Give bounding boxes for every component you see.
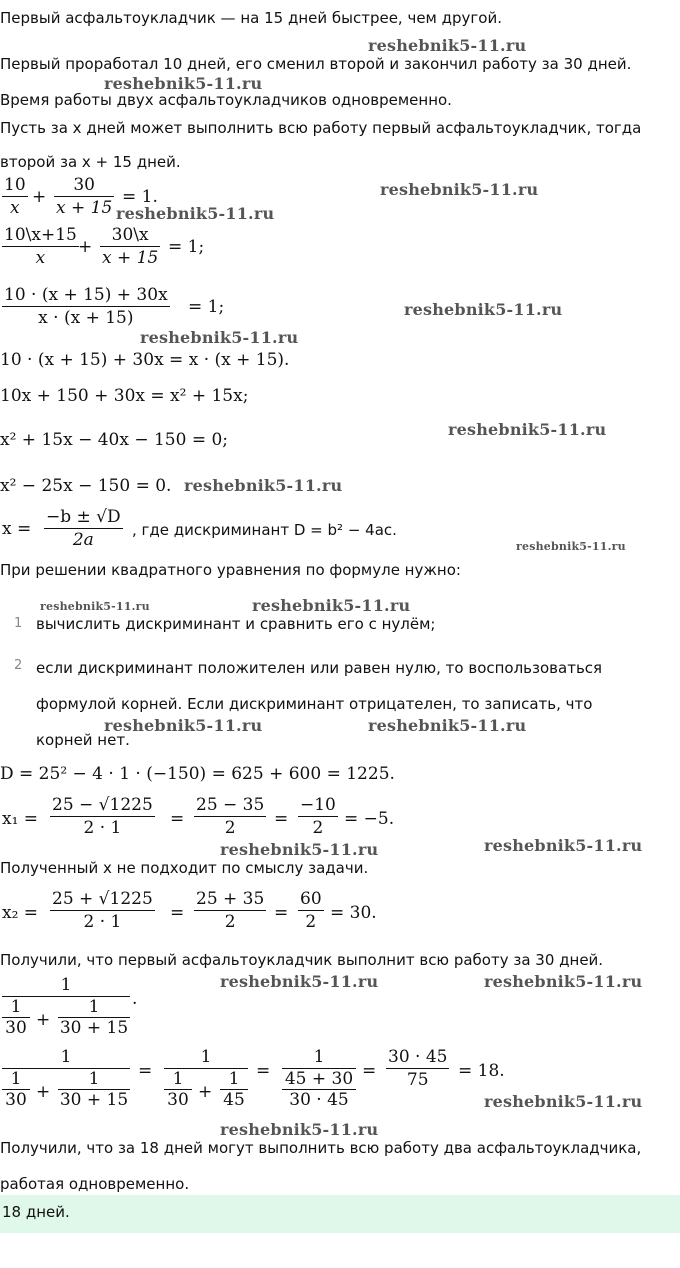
watermark: reshebnik5-11.ru bbox=[380, 180, 539, 199]
watermark: reshebnik5-11.ru bbox=[184, 476, 343, 495]
f5-rhs: = 18. bbox=[458, 1061, 505, 1081]
rule-line: При решении квадратного уравнения по формуле нужно: bbox=[0, 561, 461, 579]
eq6: x² + 15x − 40x − 150 = 0; bbox=[0, 430, 229, 450]
x2-frac-1: 25 + √1225 2 · 1 bbox=[52, 889, 153, 932]
x2-lhs: x₂ = bbox=[2, 903, 39, 923]
condition-line-1: Первый асфальтоукладчик — на 15 дней быстрее, чем другой. bbox=[0, 9, 502, 27]
joint-frac-4: 1 45 + 30 30 · 45 bbox=[282, 1046, 356, 1121]
question-line: Время работы двух асфальтоукладчиков одновременно. bbox=[0, 91, 452, 109]
eq8-text: , где дискриминант D = b² − 4ac. bbox=[132, 521, 397, 539]
x2-frac-2: 25 + 35 2 bbox=[196, 889, 265, 932]
x2-rhs: = 30. bbox=[330, 903, 377, 923]
watermark: reshebnik5-11.ru bbox=[404, 300, 563, 319]
eq4: 10 · (x + 15) + 30x = x · (x + 15). bbox=[0, 350, 290, 370]
eq8-lhs: x = bbox=[2, 519, 32, 539]
watermark: reshebnik5-11.ru bbox=[40, 600, 150, 613]
watermark: reshebnik5-11.ru bbox=[104, 74, 263, 93]
x1-frac-1: 25 − √1225 2 · 1 bbox=[52, 795, 153, 838]
watermark: reshebnik5-11.ru bbox=[220, 1120, 379, 1139]
eq1-rhs: = 1. bbox=[122, 187, 158, 207]
step-2-number: 2 bbox=[14, 658, 23, 673]
watermark: reshebnik5-11.ru bbox=[252, 596, 411, 615]
result-line-1: Получили, что первый асфальтоукладчик выполнит всю работу за 30 дней. bbox=[0, 951, 604, 969]
step-1-number: 1 bbox=[14, 616, 23, 631]
watermark: reshebnik5-11.ru bbox=[220, 972, 379, 991]
watermark: reshebnik5-11.ru bbox=[140, 328, 299, 347]
equals: = bbox=[274, 809, 289, 829]
equals: = bbox=[138, 1061, 153, 1081]
eq2-rhs: = 1; bbox=[168, 237, 205, 257]
plus: + bbox=[32, 187, 47, 207]
x1-frac-2: 25 − 35 2 bbox=[196, 795, 265, 838]
equals: = bbox=[170, 903, 185, 923]
joint-frac-3: 1 1 30 + 1 45 bbox=[164, 1046, 248, 1121]
eq3-frac: 10 · (x + 15) + 30x x · (x + 15) bbox=[4, 285, 168, 328]
joint-frac-2: 1 1 30 + 1 30 + 15 bbox=[2, 1046, 130, 1121]
x2-frac-3: 60 2 bbox=[300, 889, 322, 932]
x1-comment: Полученный x не подходит по смыслу задачи. bbox=[0, 859, 369, 877]
step-2-text-b: формулой корней. Если дискриминант отрицателен, то записать, что bbox=[36, 695, 593, 713]
watermark: reshebnik5-11.ru bbox=[368, 716, 527, 735]
watermark: reshebnik5-11.ru bbox=[104, 716, 263, 735]
condition-line-2: Первый проработал 10 дней, его сменил второй и закончил работу за 30 дней. bbox=[0, 55, 632, 73]
equals: = bbox=[256, 1061, 271, 1081]
watermark: reshebnik5-11.ru bbox=[484, 836, 643, 855]
watermark: reshebnik5-11.ru bbox=[448, 420, 607, 439]
x1-lhs: x₁ = bbox=[2, 809, 39, 829]
step-1-text: вычислить дискриминант и сравнить его с нулём; bbox=[36, 615, 436, 633]
step-2-text-c: корней нет. bbox=[36, 731, 130, 749]
eq3-rhs: = 1; bbox=[188, 297, 225, 317]
result-line-3: работая одновременно. bbox=[0, 1175, 190, 1193]
equals: = bbox=[170, 809, 185, 829]
watermark: reshebnik5-11.ru bbox=[368, 36, 527, 55]
f1-end: . bbox=[132, 989, 138, 1009]
joint-frac-5: 30 · 45 75 bbox=[388, 1047, 448, 1090]
eq2-frac-2: 30\x x + 15 bbox=[102, 225, 159, 268]
x1-frac-3: −10 2 bbox=[300, 795, 336, 838]
eq1-frac-1: 10 x bbox=[4, 175, 26, 218]
eq7: x² − 25x − 150 = 0. bbox=[0, 476, 172, 496]
watermark: reshebnik5-11.ru bbox=[484, 1092, 643, 1111]
step-2-text-a: если дискриминант положителен или равен нулю, то воспользоваться bbox=[36, 659, 603, 677]
watermark: reshebnik5-11.ru bbox=[484, 972, 643, 991]
joint-frac-1: 1 1 30 + 1 30 + 15 bbox=[2, 974, 130, 1049]
answer-text: 18 дней. bbox=[2, 1203, 70, 1221]
assumption-line-2: второй за x + 15 дней. bbox=[0, 153, 181, 171]
eq1-frac-2: 30 x + 15 bbox=[56, 175, 113, 218]
watermark: reshebnik5-11.ru bbox=[116, 204, 275, 223]
answer-box bbox=[0, 1195, 680, 1233]
assumption-line: Пусть за x дней может выполнить всю работу первый асфальтоукладчик, тогда bbox=[0, 119, 642, 137]
eq2-frac-1: 10\x+15 x bbox=[4, 225, 77, 268]
eq-discriminant: D = 25² − 4 · 1 · (−150) = 625 + 600 = 1225. bbox=[0, 764, 395, 784]
result-line-2: Получили, что за 18 дней могут выполнить всю работу два асфальтоукладчика, bbox=[0, 1139, 642, 1157]
equals: = bbox=[274, 903, 289, 923]
eq5: 10x + 150 + 30x = x² + 15x; bbox=[0, 386, 249, 406]
plus: + bbox=[78, 237, 93, 257]
equals: = bbox=[362, 1061, 377, 1081]
eq8-frac: −b ± √D 2a bbox=[46, 507, 121, 550]
watermark: reshebnik5-11.ru bbox=[516, 540, 626, 553]
x1-rhs: = −5. bbox=[344, 809, 395, 829]
watermark: reshebnik5-11.ru bbox=[220, 840, 379, 859]
